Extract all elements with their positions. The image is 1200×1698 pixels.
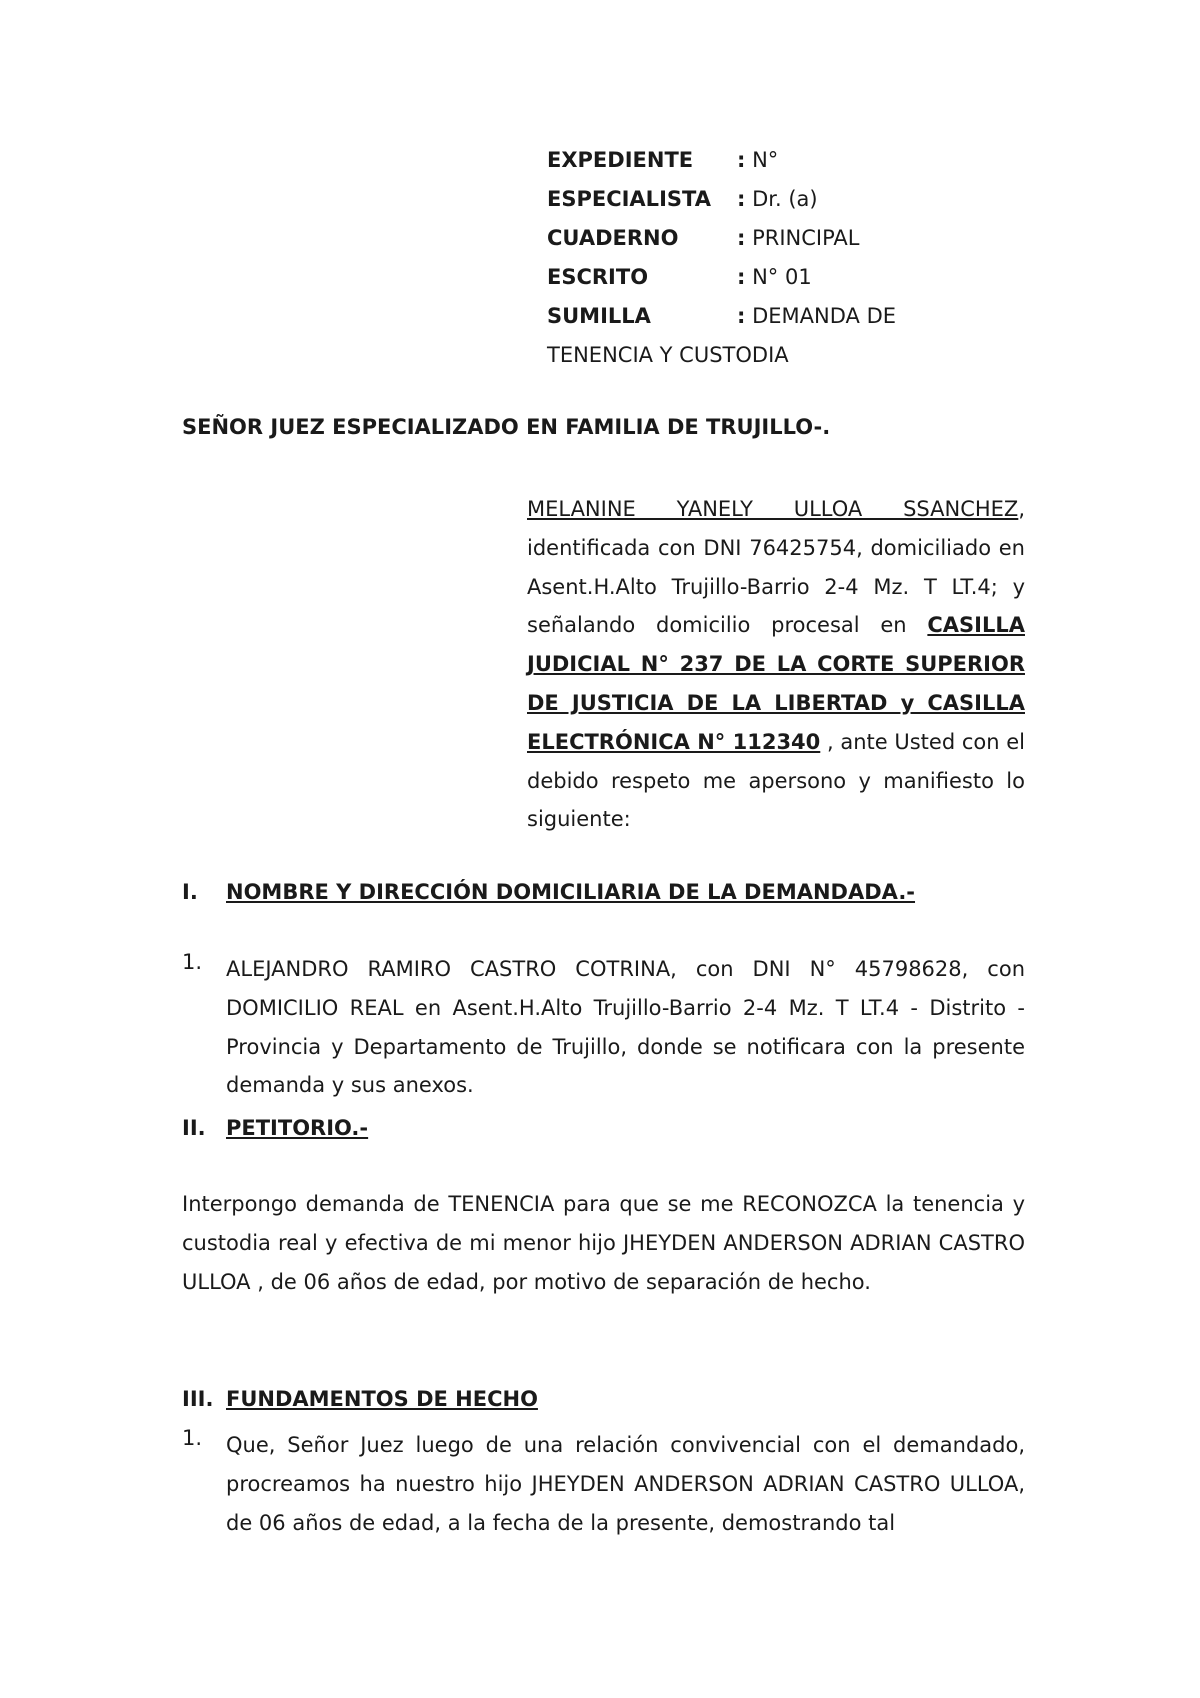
header-colon: : (737, 226, 746, 250)
header-key: ESPECIALISTA (547, 187, 711, 211)
header-key: CUADERNO (547, 226, 679, 250)
plaintiff-name: MELANINE YANELY ULLOA SSANCHEZ (527, 497, 1019, 521)
section-title: PETITORIO.- (226, 1116, 369, 1140)
header-key: ESCRITO (547, 265, 649, 289)
header-colon: : (737, 304, 746, 328)
header-key: SUMILLA (547, 304, 651, 328)
addressee: SEÑOR JUEZ ESPECIALIZADO EN FAMILIA DE TRUJILLO-. (182, 415, 831, 439)
header-row-escrito (547, 262, 1007, 301)
intro-paragraph (527, 490, 1025, 839)
header-row-cuaderno (547, 223, 1007, 262)
header-colon: : (737, 148, 746, 172)
procedural-address: CASILLA JUDICIAL N° 237 DE LA CORTE SUPERIOR DE JUSTICIA DE LA LIBERTAD y CASILLA ELECTRÓNICA N° 112340 (527, 613, 1025, 754)
plaintiff-details: , identificada con DNI 76425754, domiciliado en Asent.H.Alto Trujillo-Barrio 2-4 Mz. T LT.4; y señalando domicilio procesal en (527, 497, 1025, 638)
header-key: EXPEDIENTE (547, 148, 694, 172)
section-number: I. (182, 880, 198, 904)
case-header (547, 145, 1007, 379)
section-title: NOMBRE Y DIRECCIÓN DOMICILIARIA DE LA DEMANDADA.- (226, 880, 916, 904)
petitorio-paragraph: Interpongo demanda de TENENCIA para que se me RECONOZCA la tenencia y custodia real y efectiva de mi menor hijo JHEYDEN ANDERSON ADRIAN CASTRO ULLOA , de 06 años de edad, por motivo de separación de hecho. (182, 1192, 1025, 1294)
section-number: III. (182, 1387, 214, 1411)
list-item-number: 1. (182, 950, 203, 974)
sumilla-continuation: TENENCIA Y CUSTODIA (547, 343, 789, 367)
header-value: PRINCIPAL (752, 226, 860, 250)
intro-closing: , ante Usted con el debido respeto me apersono y manifiesto lo siguiente: (527, 729, 1025, 832)
header-value: N° 01 (752, 265, 812, 289)
list-item-text: Que, Señor Juez luego de una relación convivencial con el demandado, procreamos ha nuestro hijo JHEYDEN ANDERSON ADRIAN CASTRO ULLOA, de 06 años de edad, a la fecha de la presente, demostrando tal (226, 1433, 1025, 1535)
section-number: II. (182, 1116, 206, 1140)
header-colon: : (737, 187, 746, 211)
header-row-expediente (547, 145, 1007, 184)
header-colon: : (737, 265, 746, 289)
header-value: DEMANDA DE (752, 304, 897, 328)
list-item (182, 950, 1025, 1105)
header-row-especialista (547, 184, 1007, 223)
section-title: FUNDAMENTOS DE HECHO (226, 1387, 538, 1411)
list-item-text: ALEJANDRO RAMIRO CASTRO COTRINA, con DNI N° 45798628, con DOMICILIO REAL en Asent.H.Alto Trujillo-Barrio 2-4 Mz. T LT.4 - Distrito - Provincia y Departamento de Trujillo, donde se notificara con la presente demanda y sus anexos. (226, 957, 1025, 1098)
header-value: N° (752, 148, 779, 172)
list-item-number: 1. (182, 1426, 203, 1450)
header-row-sumilla (547, 301, 1007, 340)
list-item (182, 1426, 1025, 1542)
section-heading-1 (182, 880, 915, 904)
section-heading-2 (182, 1116, 368, 1140)
section-heading-3 (182, 1387, 538, 1411)
header-value: Dr. (a) (752, 187, 818, 211)
